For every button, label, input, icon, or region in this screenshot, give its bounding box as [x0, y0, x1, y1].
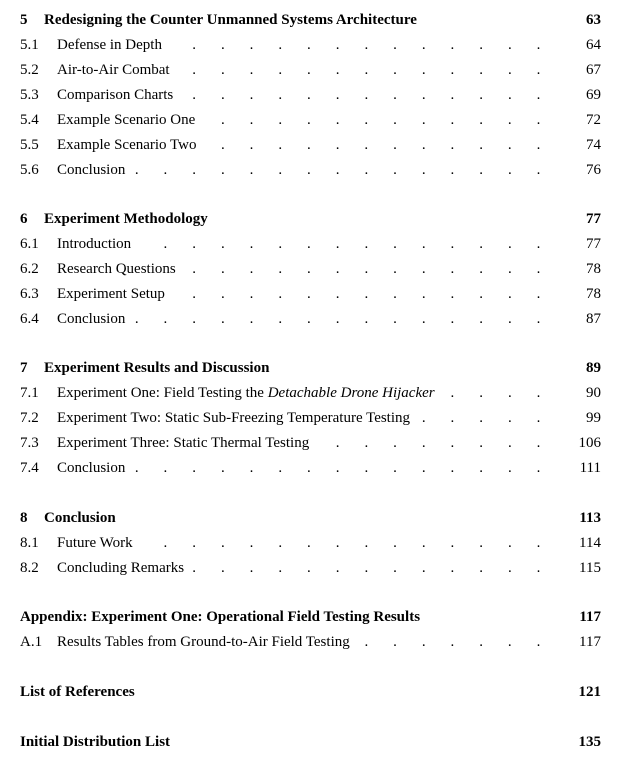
section-number: 7.1 [20, 385, 39, 401]
dot-leader: . . . . . . . . . . . . [220, 137, 551, 153]
section-title: Defense in Depth [57, 37, 162, 53]
toc-initial-distribution-list[interactable] [20, 731, 601, 753]
toc-entry-7-2[interactable] [20, 407, 601, 429]
section-page-number: 87 [586, 311, 601, 327]
section-number: 5.5 [20, 137, 39, 153]
section-title: Introduction [57, 236, 132, 252]
toc-chapter-7[interactable] [20, 357, 601, 379]
chapter-page-number: 77 [586, 211, 601, 227]
chapter-page-number: 89 [586, 360, 601, 376]
section-number: 5.2 [20, 62, 39, 78]
section-title: Experiment Two: Static Sub-Freezing Temperature Testing [57, 410, 411, 426]
chapter-number: 8 [20, 510, 28, 526]
toc-entry-6-2[interactable] [20, 258, 601, 280]
section-title-italic: Detachable Drone Hijacker [267, 385, 435, 401]
section-title: Future Work [57, 535, 133, 551]
toc-entry-8-2[interactable] [20, 557, 601, 579]
dot-leader: . . . . . [421, 410, 551, 426]
chapter-number: 7 [20, 360, 28, 376]
dot-leader: . . . . . . . . . . . . . [192, 87, 551, 103]
section-title: Example Scenario Two [57, 137, 197, 153]
dot-leader: . . . . . . . . . . . . . . . [134, 162, 551, 178]
section-title [57, 382, 435, 404]
dot-leader: . . . . . . . [364, 634, 551, 650]
section-number: 7.2 [20, 410, 39, 426]
section-page-number: 64 [586, 37, 601, 53]
section-number: 7.4 [20, 460, 39, 476]
section-number: 8.1 [20, 535, 39, 551]
toc-chapter-5[interactable] [20, 9, 601, 31]
toc-entry-5-5[interactable] [20, 134, 601, 156]
toc-entry-7-4[interactable] [20, 457, 601, 479]
section-title: Air-to-Air Combat [57, 62, 170, 78]
chapter-number: 6 [20, 211, 28, 227]
section-page-number: 78 [586, 286, 601, 302]
dot-leader: . . . . . . . . . . . . . . [163, 236, 551, 252]
chapter-page-number: 117 [579, 609, 601, 625]
section-page-number: 99 [586, 410, 601, 426]
toc-entry-7-1[interactable] [20, 382, 601, 404]
chapter-title: Initial Distribution List [20, 734, 171, 750]
section-title: Research Questions [57, 261, 176, 277]
section-page-number: 117 [579, 634, 601, 650]
section-title: Conclusion [57, 460, 126, 476]
section-number: 5.4 [20, 112, 39, 128]
section-title: Conclusion [57, 162, 126, 178]
toc-appendix[interactable] [20, 606, 601, 628]
section-title: Experiment Three: Static Thermal Testing [57, 435, 310, 451]
chapter-title: Redesigning the Counter Unmanned Systems Architecture [44, 12, 417, 28]
section-number: 5.6 [20, 162, 39, 178]
chapter-title: Conclusion [44, 510, 116, 526]
dot-leader: . . . . . . . . . . . . . [192, 261, 551, 277]
section-title: Experiment Setup [57, 286, 165, 302]
chapter-title: Experiment Methodology [44, 211, 208, 227]
section-page-number: 111 [579, 460, 601, 476]
chapter-page-number: 135 [578, 734, 601, 750]
section-page-number: 114 [579, 535, 601, 551]
toc-entry-5-2[interactable] [20, 59, 601, 81]
section-number: 6.2 [20, 261, 39, 277]
section-page-number: 115 [579, 560, 601, 576]
chapter-page-number: 63 [586, 12, 601, 28]
chapter-number: 5 [20, 12, 28, 28]
section-page-number: 72 [586, 112, 601, 128]
chapter-page-number: 121 [578, 684, 601, 700]
dot-leader: . . . . . . . . . . . . . . . [134, 311, 551, 327]
section-number: 6.1 [20, 236, 39, 252]
section-page-number: 90 [586, 385, 601, 401]
toc-entry-a-1[interactable] [20, 631, 601, 653]
section-page-number: 106 [578, 435, 601, 451]
section-title-prefix: Experiment One: Field Testing the [57, 385, 268, 401]
section-number: 5.1 [20, 37, 39, 53]
section-number: 7.3 [20, 435, 39, 451]
toc-entry-6-3[interactable] [20, 283, 601, 305]
toc-entry-5-6[interactable] [20, 159, 601, 181]
chapter-title: List of References [20, 684, 135, 700]
section-page-number: 76 [586, 162, 601, 178]
section-number: A.1 [20, 634, 43, 650]
section-number: 5.3 [20, 87, 39, 103]
section-title: Comparison Charts [57, 87, 174, 103]
section-title: Results Tables from Ground-to-Air Field Testing [57, 634, 350, 650]
section-title: Example Scenario One [57, 112, 196, 128]
dot-leader: . . . . . . . . . . . . . [192, 560, 551, 576]
section-page-number: 69 [586, 87, 601, 103]
section-number: 8.2 [20, 560, 39, 576]
dot-leader: . . . . . . . . . . . . . [192, 62, 551, 78]
dot-leader: . . . . . . . . . . . . . . . [134, 460, 551, 476]
section-number: 6.3 [20, 286, 39, 302]
dot-leader: . . . . . . . . . . . . [220, 112, 551, 128]
section-title: Conclusion [57, 311, 126, 327]
section-page-number: 74 [586, 137, 601, 153]
section-title: Concluding Remarks [57, 560, 185, 576]
dot-leader: . . . . . . . . . . . . . [192, 286, 551, 302]
toc-list-of-references[interactable] [20, 681, 601, 703]
chapter-page-number: 113 [579, 510, 601, 526]
toc-entry-5-4[interactable] [20, 109, 601, 131]
chapter-title: Appendix: Experiment One: Operational Field Testing Results [20, 609, 421, 625]
dot-leader: . . . . . . . . . . . . . [192, 37, 551, 53]
section-page-number: 78 [586, 261, 601, 277]
toc-entry-5-1[interactable] [20, 34, 601, 56]
toc-chapter-8[interactable] [20, 507, 601, 529]
toc-chapter-6[interactable] [20, 208, 601, 230]
toc-entry-7-3[interactable] [20, 432, 601, 454]
chapter-title: Experiment Results and Discussion [44, 360, 270, 376]
dot-leader: . . . . . . . . . . . . . . [163, 535, 551, 551]
section-number: 6.4 [20, 311, 39, 327]
section-page-number: 77 [586, 236, 601, 252]
toc-entry-6-4[interactable] [20, 308, 601, 330]
toc-entry-5-3[interactable] [20, 84, 601, 106]
section-page-number: 67 [586, 62, 601, 78]
dot-leader: . . . . . . . . [335, 435, 551, 451]
toc-entry-8-1[interactable] [20, 532, 601, 554]
toc-entry-6-1[interactable] [20, 233, 601, 255]
dot-leader: . . . . [450, 385, 551, 401]
